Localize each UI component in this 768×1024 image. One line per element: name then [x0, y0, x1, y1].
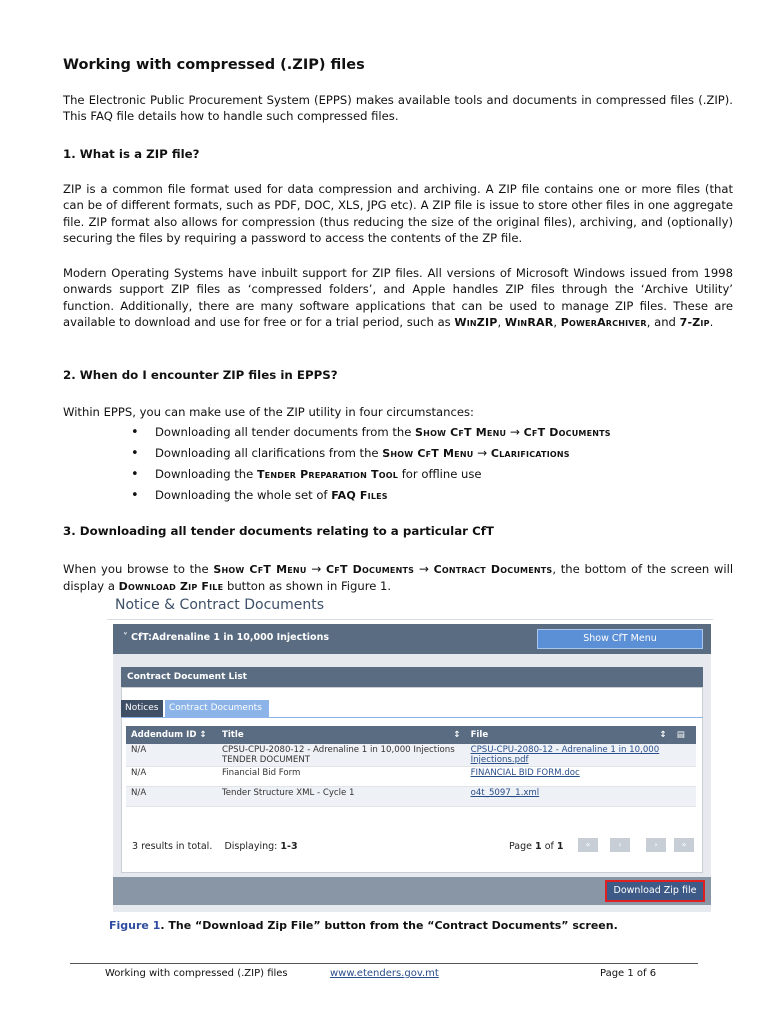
powerarchiver-name: PowerArchiver	[560, 315, 647, 329]
table-row	[126, 744, 696, 767]
cell-empty	[672, 744, 696, 767]
tab-contract-documents[interactable]: Contract Documents	[165, 700, 269, 717]
figure-number: Figure 1	[109, 919, 161, 932]
divider	[107, 619, 713, 620]
arrow-right-icon: →	[477, 446, 488, 460]
footer-title: Working with compressed (.ZIP) files	[105, 968, 288, 979]
cell-addendum-id: N/A	[126, 787, 217, 807]
table-row	[126, 787, 696, 807]
cft-header-bar	[113, 624, 711, 654]
winzip-name: WinZIP	[454, 315, 498, 329]
page-label: Page	[509, 841, 532, 852]
caption-text: . The “Download Zip File” button from the “Contract Documents” screen.	[160, 919, 618, 932]
first-page-button[interactable]: «	[578, 838, 598, 852]
download-zip-button[interactable]: Download Zip file	[605, 880, 705, 902]
menu-term: Show CfT Menu	[415, 426, 507, 439]
bullet-icon: •	[131, 488, 139, 503]
file-link[interactable]: FINANCIAL BID FORM.doc	[466, 767, 672, 787]
menu-term: Contract Documents	[433, 563, 553, 576]
results-summary	[132, 841, 298, 852]
menu-term: Download Zip File	[118, 580, 224, 594]
section-2-intro: Within EPPS, you can make use of the ZIP utility in four circumstances:	[63, 405, 474, 419]
section-1-heading: 1. What is a ZIP file?	[63, 147, 200, 161]
list-item	[63, 422, 611, 443]
column-file-label: File	[470, 730, 489, 740]
intro-paragraph: The Electronic Public Procurement System (EPPS) makes available tools and documents in compressed files (.ZIP). This FAQ file details how to handle such compressed files.	[63, 93, 733, 124]
cell-empty	[672, 787, 696, 807]
cell-addendum-id: N/A	[126, 767, 217, 787]
menu-term: Tender Preparation Tool	[256, 468, 399, 481]
section-1-paragraph-1: ZIP is a common file format used for data compression and archiving. A ZIP file contains one or more files (that can be of different formats, such as PDF, DOC, XLS, JPG etc). A ZIP file is issue to store other files in one aggregate file. ZIP format also allows for compression (thus reducing the size of the original files), archiving, and (optionally) securing the files by requiring a password to access the contents of the ZP file.	[63, 182, 733, 245]
circumstance-list	[63, 422, 611, 506]
file-link[interactable]: o4t_5097_1.xml	[466, 787, 672, 807]
table-row	[126, 767, 696, 787]
column-title-label: Title	[221, 730, 244, 740]
menu-term: Show CfT Menu	[382, 447, 474, 460]
list-item	[63, 443, 611, 464]
tab-underline	[121, 717, 703, 718]
sort-icon[interactable]: ↕	[659, 730, 667, 740]
sevenzip-name: 7-Zip	[679, 315, 710, 329]
sort-icon[interactable]: ↕	[453, 730, 461, 740]
cell-title: Financial Bid Form	[217, 767, 466, 787]
bullet-icon: •	[131, 467, 139, 482]
arrow-right-icon: →	[509, 425, 520, 439]
results-count: 3 results in total.	[132, 841, 213, 852]
displaying-range: 1-3	[280, 841, 298, 852]
footer-divider	[70, 963, 698, 964]
document-title: Working with compressed (.ZIP) files	[63, 57, 365, 73]
menu-term: FAQ Files	[331, 489, 388, 502]
column-header-addendum-id[interactable]: Addendum ID ↕	[126, 726, 217, 744]
bullet-icon: •	[131, 446, 139, 461]
displaying-label: Displaying:	[224, 841, 278, 852]
paragraph-2-text: Modern Operating Systems have inbuilt support for ZIP files. All versions of Microsoft Windows issued from 1998 onwards support ZIP files as ‘compressed folders’, and Apple handles ZIP files through the ‘Archive Utility’ function. Additionally, there are many software applications that can be used to manage ZIP files. These are available to download and use for free or for a trial period, such as	[63, 266, 733, 329]
text: When you browse to the	[63, 562, 209, 576]
bullet-icon: •	[131, 425, 139, 440]
cell-title: CPSU-CPU-2080-12 - Adrenaline 1 in 10,000 Injections TENDER DOCUMENT	[217, 744, 466, 767]
menu-term: Clarifications	[490, 447, 570, 460]
footer-page-number: Page 1 of 6	[600, 968, 657, 979]
next-page-button[interactable]: ›	[646, 838, 666, 852]
cft-title[interactable]: ˅ CfT:Adrenaline 1 in 10,000 Injections	[123, 632, 329, 643]
page-of: of	[544, 841, 554, 852]
cell-title: Tender Structure XML - Cycle 1	[217, 787, 466, 807]
figure-caption	[109, 919, 618, 932]
bullet-text: Downloading the whole set of	[155, 488, 328, 502]
text: , the bottom of the screen will display a	[63, 562, 734, 594]
pagination-bar	[126, 831, 696, 861]
page-current: 1	[535, 841, 542, 852]
show-cft-menu-button[interactable]: Show CfT Menu	[537, 629, 703, 649]
list-item	[63, 464, 611, 485]
section-2-heading: 2. When do I encounter ZIP files in EPPS?	[63, 368, 338, 382]
arrow-right-icon: →	[311, 562, 322, 576]
page-total: 1	[556, 841, 564, 852]
documents-table	[126, 726, 696, 807]
cell-addendum-id: N/A	[126, 744, 217, 767]
screen-title: Notice & Contract Documents	[115, 597, 325, 613]
section-1-paragraph-2: Modern Operating Systems have inbuilt support for ZIP files. All versions of Microsoft Windows issued from 1998 onwards support ZIP files as ‘compressed folders’, and Apple handles ZIP files through the ‘Archive Utility’ function. Additionally, there are many software applications that can be used to manage ZIP files. These are available to download and use for free or for a trial period, such as WinZIP, WinRAR, PowerArchiver, and 7-Zip.	[63, 266, 733, 329]
figure-1-screenshot	[107, 591, 713, 911]
last-page-button[interactable]: »	[674, 838, 694, 852]
arrow-right-icon: →	[418, 562, 429, 576]
column-header-title[interactable]	[217, 726, 466, 744]
prev-page-button[interactable]: ‹	[610, 838, 630, 852]
menu-term: CfT Documents	[326, 563, 415, 576]
and-word: and	[654, 314, 676, 329]
section-3-heading: 3. Downloading all tender documents relating to a particular CfT	[63, 524, 494, 538]
list-item	[63, 485, 611, 506]
menu-term: Show CfT Menu	[213, 563, 307, 576]
bottom-action-bar	[113, 877, 711, 905]
menu-term: CfT Documents	[523, 426, 611, 439]
contract-document-list-header: Contract Document List	[121, 667, 703, 687]
bullet-text: Downloading all clarifications from the	[155, 446, 379, 460]
column-chooser-icon[interactable]: ▤	[672, 726, 696, 744]
bullet-text: Downloading the	[155, 467, 254, 481]
bullet-text: for offline use	[401, 467, 482, 481]
text: button as shown in Figure 1.	[226, 579, 392, 594]
bullet-text: Downloading all tender documents from the	[155, 425, 412, 439]
file-link[interactable]: CPSU-CPU-2080-12 - Adrenaline 1 in 10,000 Injections.pdf	[466, 744, 672, 767]
tab-notices[interactable]: Notices	[121, 700, 163, 717]
page-indicator	[509, 841, 564, 852]
winrar-name: WinRAR	[504, 315, 554, 329]
footer-link[interactable]: www.etenders.gov.mt	[330, 968, 439, 979]
column-header-file[interactable]	[466, 726, 672, 744]
cell-empty	[672, 767, 696, 787]
